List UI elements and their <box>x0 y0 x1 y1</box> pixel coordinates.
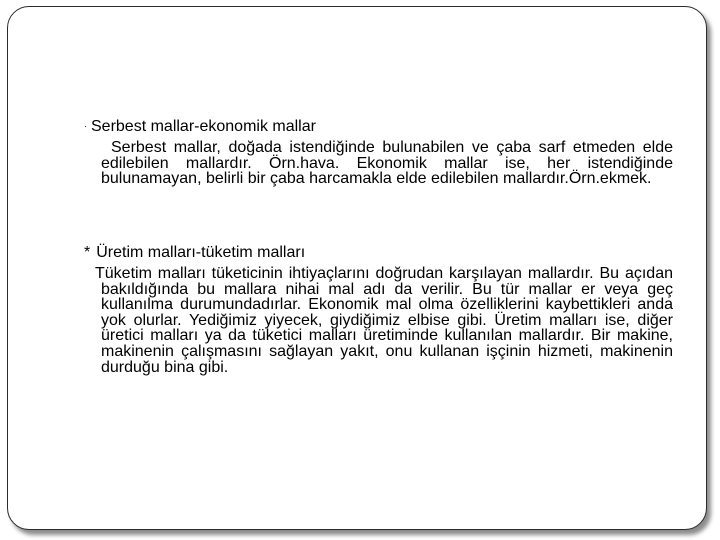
section-body-production-consumption-goods: Tüketim malları tüketicinin ihtiyaçlarını doğrudan karşılayan mallardır. Bu açıdan bakıldığında bu mallara nihai mal adı da verilir. Bu tür mallar er veya geç kullanılma durumundadırlar. Ekonomik mal olma özelliklerini kaybettikleri anda yok olurlar. Yediğimiz yiyecek, giydiğimiz elbise gibi. Üretim malları ise, diğer üretici malları ya da tüketici malları üretiminde kullanılan mallardır. Bir makine, makinenin çalışmasını sağlayan yakıt, onu kullanan işçinin hizmeti, makinenin durduğu bina gibi. <box>95 265 673 376</box>
section-heading-production-consumption-goods <box>84 244 305 262</box>
bullet-marker: * <box>84 244 91 261</box>
heading-text: Serbest mallar-ekonomik mallar <box>91 118 316 135</box>
section-heading-free-goods <box>84 118 316 136</box>
section-body-free-goods: Serbest mallar, doğada istendiğinde bulunabilen ve çaba sarf etmeden elde edilebilen mallardır. Örn.hava. Ekonomik mallar ise, her istendiğinde bulunamayan, belirli bir çaba harcamakla elde edilebilen mallardır.Örn.ekmek. <box>101 139 673 188</box>
bullet-marker: · <box>84 121 87 131</box>
heading-text: Üretim malları-tüketim malları <box>96 244 306 261</box>
